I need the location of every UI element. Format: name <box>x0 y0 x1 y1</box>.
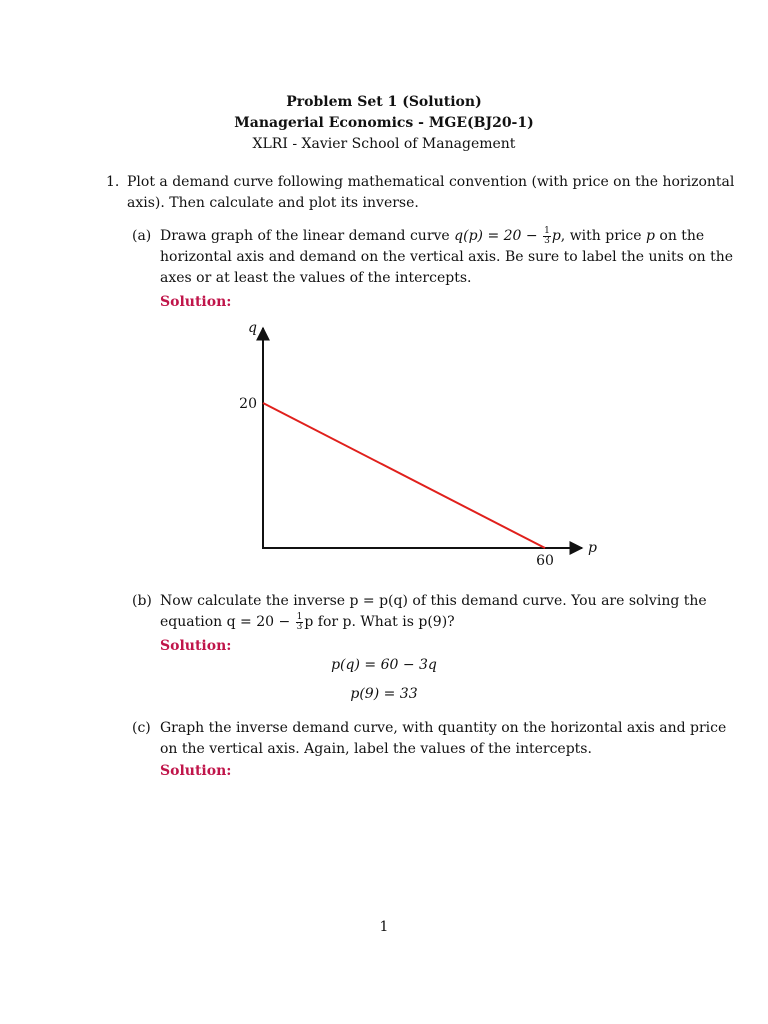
demand-line <box>263 403 545 548</box>
fraction-numerator: 1 <box>544 225 550 236</box>
part-b-solution-label: Solution: <box>160 638 232 654</box>
x-axis-label: p <box>588 540 597 556</box>
part-a-line1-post: , with price <box>560 228 646 244</box>
x-intercept-label: 60 <box>536 553 554 569</box>
part-a-solution-label: Solution: <box>160 294 232 310</box>
fraction-one-third <box>543 227 551 246</box>
part-a-equation: q(p) = 20 − <box>454 228 543 244</box>
fraction-numerator: 1 <box>296 611 303 622</box>
fraction-one-third <box>296 613 304 632</box>
part-a-p-var: p <box>645 228 655 244</box>
y-axis-label: q <box>248 320 257 336</box>
part-c-solution-label: Solution: <box>160 763 232 779</box>
part-b-line2-pre: equation q = 20 − <box>160 614 295 630</box>
y-intercept-label: 20 <box>239 396 257 412</box>
school-name: XLRI - Xavier School of Management <box>252 136 516 152</box>
demand-curve-chart <box>220 310 620 580</box>
part-a-line1-tail: on the <box>654 228 705 244</box>
problem-text-line1: Plot a demand curve following mathematical convention (with price on the horizontal <box>127 174 735 190</box>
problem-text-line2: axis). Then calculate and plot its inverse. <box>127 195 419 211</box>
part-c-marker: (c) <box>132 720 151 736</box>
part-b-line1: Now calculate the inverse p = p(q) of this demand curve. You are solving the <box>160 593 707 609</box>
part-b-marker: (b) <box>132 593 152 609</box>
equation-p-of-9: p(9) = 33 <box>350 686 418 702</box>
part-a-line1 <box>160 225 705 246</box>
part-c-line2: on the vertical axis. Again, label the values of the intercepts. <box>160 741 592 757</box>
part-b-line2 <box>160 612 455 632</box>
fraction-denominator: 3 <box>296 621 303 632</box>
document-title: Problem Set 1 (Solution) <box>286 94 482 110</box>
fraction-denominator: 3 <box>544 235 550 246</box>
part-a-marker: (a) <box>132 228 152 244</box>
part-a-eq-post: p <box>551 228 561 244</box>
page-number: 1 <box>379 919 389 935</box>
part-b-line2-post: p for p. What is p(9)? <box>304 614 455 630</box>
equation-inverse-demand: p(q) = 60 − 3q <box>331 657 437 673</box>
problem-number: 1. <box>106 174 120 190</box>
part-a-line1-pre: Drawa graph of the linear demand curve <box>160 228 455 244</box>
part-a-line3: axes or at least the values of the intercepts. <box>160 270 472 286</box>
course-name: Managerial Economics - MGE(BJ20-1) <box>234 115 534 131</box>
part-a-line2: horizontal axis and demand on the vertical axis. Be sure to label the units on the <box>160 249 734 265</box>
part-c-line1: Graph the inverse demand curve, with quantity on the horizontal axis and price <box>160 720 727 736</box>
